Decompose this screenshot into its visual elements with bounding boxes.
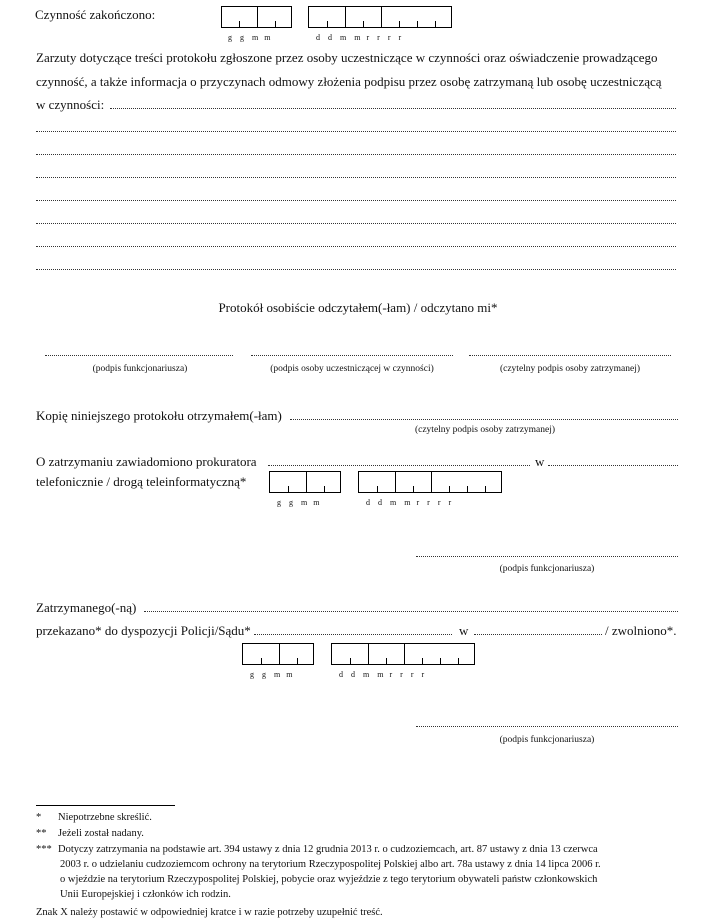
officer-signature-line[interactable] (45, 355, 233, 356)
objections-fill-line[interactable] (36, 154, 676, 155)
completed-hour-box[interactable] (221, 6, 292, 28)
read-statement: Protokół osobiście odczytałem(-łam) / odczytano mi* (218, 300, 498, 315)
participant-signature-line[interactable] (251, 355, 453, 356)
footnote-2-text: Jeżeli został nadany. (58, 828, 144, 839)
objections-text-line3: w czynności: (36, 97, 105, 112)
objections-fill-line[interactable] (36, 177, 676, 178)
prosecutor-date-box[interactable] (358, 471, 502, 493)
footnote-1-text: Niepotrzebne skreślić. (58, 812, 152, 823)
completed-date-box[interactable] (308, 6, 452, 28)
participant-signature-caption: (podpis osoby uczestniczącej w czynności) (270, 364, 434, 374)
transfer-date-format: d d m m r r r r (339, 670, 425, 679)
detainee-signature-line[interactable] (469, 355, 671, 356)
released-label: / zwolniono*. (605, 623, 677, 638)
footnote-3-line2: 2003 r. o udzielaniu cudzoziemcom ochrony na terytorium Rzeczypospolitej Polskiej albo art. 78a ustawy z dnia 14 lipca 2006 r. (60, 859, 601, 870)
detainee-signature-caption: (czytelny podpis osoby zatrzymanej) (499, 364, 641, 374)
officer-signature-line-3[interactable] (416, 726, 678, 727)
footnote-2-mark: ** (36, 828, 47, 839)
footnote-3-line3: o wjeździe na terytorium Rzeczypospolitej Polskiej, pobycie oraz wyjeździe z tego terytorium obywateli państw członkowskich (60, 874, 598, 885)
objections-fill-line[interactable] (36, 246, 676, 247)
objections-text-line2: czynność, a także informacja o przyczynach odmowy złożenia podpisu przez osobę zatrzymaną lub osobę uczestniczącą (36, 74, 662, 89)
officer-signature-caption-3: (podpis funkcjonariusza) (499, 735, 595, 745)
detainee-label: Zatrzymanego(-ną) (36, 600, 137, 615)
prosecutor-w-label: w (535, 454, 545, 469)
footnote-3-line1: Dotyczy zatrzymania na podstawie art. 394 ustawy z dnia 12 grudnia 2013 r. o cudzoziemcach, art. 87 ustawy z dnia 13 czerwca (58, 844, 598, 855)
prosecutor-channel-label: telefonicznie / drogą teleinformatyczną* (36, 474, 247, 489)
officer-signature-line-2[interactable] (416, 556, 678, 557)
prosecutor-time-format: g g m m (277, 498, 320, 507)
footnote-1-mark: * (36, 812, 42, 823)
transfer-hour-box[interactable] (242, 643, 314, 665)
objections-text-line1: Zarzuty dotyczące treści protokołu zgłoszone przez osoby uczestniczące w czynności oraz oświadczenie prowadzącego (36, 50, 658, 65)
objections-fill-line[interactable] (36, 200, 676, 201)
transfer-date-box[interactable] (331, 643, 475, 665)
detainee-name-line[interactable] (144, 611, 678, 612)
completed-label: Czynność zakończono: (35, 7, 156, 22)
transfer-time-format: g g m m (250, 670, 293, 679)
footnote-3-mark: *** (36, 844, 52, 855)
footnote-note: Znak X należy postawić w odpowiedniej kratce i w razie potrzeby uzupełnić treść. (36, 907, 383, 918)
prosecutor-date-format: d d m m r r r r (366, 498, 452, 507)
objections-fill-line[interactable] (36, 223, 676, 224)
completed-time-format: g g m m (228, 33, 271, 42)
copy-received-signature-line[interactable] (290, 419, 678, 420)
completed-date-format: d d m m r r r r (316, 33, 402, 42)
objections-fill-line[interactable] (36, 131, 676, 132)
officer-signature-caption-2: (podpis funkcjonariusza) (499, 564, 595, 574)
footnote-separator (36, 805, 175, 806)
prosecutor-name-line[interactable] (268, 465, 530, 466)
copy-received-signature-caption: (czytelny podpis osoby zatrzymanej) (414, 425, 556, 435)
officer-signature-caption: (podpis funkcjonariusza) (92, 364, 188, 374)
prosecutor-hour-box[interactable] (269, 471, 341, 493)
prosecutor-label: O zatrzymaniu zawiadomiono prokuratora (36, 454, 257, 469)
transfer-w-label: w (459, 623, 469, 638)
transfer-place-line[interactable] (474, 634, 602, 635)
footnote-3-line4: Unii Europejskiej i członków ich rodzin. (60, 889, 231, 900)
transferred-label: przekazano* do dyspozycji Policji/Sądu* (36, 623, 251, 638)
copy-received-label: Kopię niniejszego protokołu otrzymałem(-łam) (36, 408, 282, 423)
prosecutor-place-line[interactable] (548, 465, 678, 466)
objections-fill-line[interactable] (36, 269, 676, 270)
objections-fill-line[interactable] (110, 108, 676, 109)
transferred-to-line[interactable] (254, 634, 452, 635)
